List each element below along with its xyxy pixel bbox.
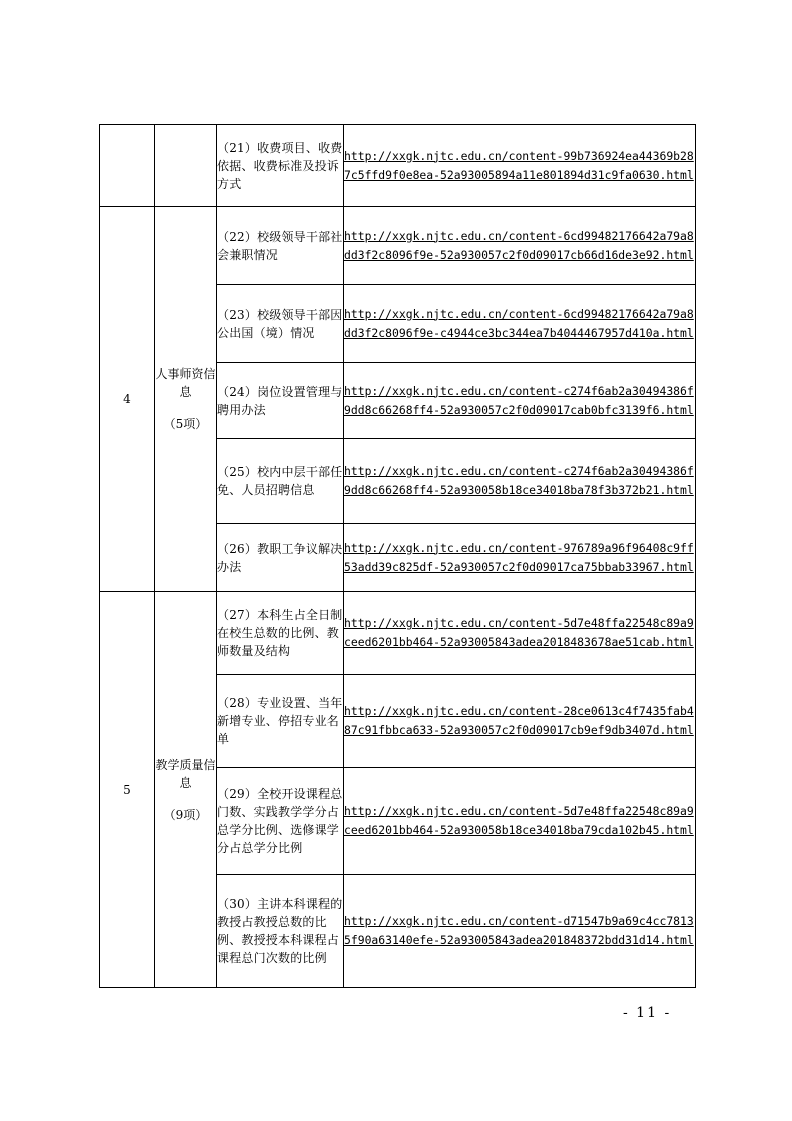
link-cell xyxy=(344,363,696,439)
item-cell: （22）校级领导干部社会兼职情况 xyxy=(217,207,344,285)
link-cell xyxy=(344,675,696,768)
index-cell-empty xyxy=(100,125,155,207)
item-cell: （26）教职工争议解决办法 xyxy=(217,524,344,592)
item-cell: （25）校内中层干部任免、人员招聘信息 xyxy=(217,439,344,524)
content-link[interactable]: http://xxgk.njtc.edu.cn/content-976789a96f96408c9ff53add39c825df-52a930057c2f0d09017ca75bbab33967.html xyxy=(344,540,694,574)
link-cell xyxy=(344,524,696,592)
content-link[interactable]: http://xxgk.njtc.edu.cn/content-5d7e48ffa22548c89a9ceed6201bb464-52a930058b18ce34018ba79cda102b45.html xyxy=(344,804,694,837)
table-row xyxy=(100,592,696,675)
category-cell-empty xyxy=(155,125,217,207)
link-cell xyxy=(344,207,696,285)
item-cell: （28）专业设置、当年新增专业、停招专业名单 xyxy=(217,675,344,768)
item-cell: （30）主讲本科课程的教授占教授总数的比例、教授授本科课程占课程总门次数的比例 xyxy=(217,875,344,988)
content-link[interactable]: http://xxgk.njtc.edu.cn/content-6cd99482176642a79a8dd3f2c8096f9e-c4944ce3bc344ea7b4044467957d410a.html xyxy=(344,306,694,340)
group-count: （5项） xyxy=(163,417,208,431)
content-link[interactable]: http://xxgk.njtc.edu.cn/content-c274f6ab2a30494386f9dd8c66268ff4-52a930058b18ce34018ba78f3b372b21.html xyxy=(344,464,694,497)
group-index: 4 xyxy=(100,207,155,592)
group-name: 教学质量信息 xyxy=(155,757,216,790)
content-link[interactable]: http://xxgk.njtc.edu.cn/content-28ce0613c4f7435fab487c91fbbca633-52a930057c2f0d09017cb9ef9db3407d.html xyxy=(344,704,694,737)
item-cell: （24）岗位设置管理与聘用办法 xyxy=(217,363,344,439)
link-cell xyxy=(344,439,696,524)
item-cell: （27）本科生占全日制在校生总数的比例、教师数量及结构 xyxy=(217,592,344,675)
item-cell: （29）全校开设课程总门数、实践教学学分占总学分比例、选修课学分占总学分比例 xyxy=(217,768,344,875)
content-link[interactable]: http://xxgk.njtc.edu.cn/content-5d7e48ffa22548c89a9ceed6201bb464-52a93005843adea2018483678ae51cab.html xyxy=(344,616,694,649)
group-index: 5 xyxy=(100,592,155,988)
content-link[interactable]: http://xxgk.njtc.edu.cn/content-99b736924ea44369b287c5ffd9f0e8ea-52a93005894a11e801894d31c9fa0630.html xyxy=(344,148,694,182)
link-cell xyxy=(344,592,696,675)
group-category xyxy=(155,207,217,592)
item-cell: （23）校级领导干部因公出国（境）情况 xyxy=(217,285,344,363)
link-cell xyxy=(344,285,696,363)
group-count: （9项） xyxy=(163,807,208,822)
group-category xyxy=(155,592,217,988)
link-cell xyxy=(344,125,696,207)
page-number: - 11 - xyxy=(623,1005,672,1021)
link-cell xyxy=(344,875,696,988)
group-name: 人事师资信息 xyxy=(155,367,216,399)
item-cell: （21）收费项目、收费依据、收费标准及投诉方式 xyxy=(217,125,344,207)
table-row xyxy=(100,207,696,285)
content-link[interactable]: http://xxgk.njtc.edu.cn/content-c274f6ab2a30494386f9dd8c66268ff4-52a930057c2f0d09017cab0bfc3139f6.html xyxy=(344,383,694,417)
content-link[interactable]: http://xxgk.njtc.edu.cn/content-d71547b9a69c4cc78135f90a63140efe-52a93005843adea201848372bdd31d14.html xyxy=(344,914,694,947)
disclosure-table xyxy=(99,124,696,988)
link-cell xyxy=(344,768,696,875)
content-link[interactable]: http://xxgk.njtc.edu.cn/content-6cd99482176642a79a8dd3f2c8096f9e-52a930057c2f0d09017cb66d16de3e92.html xyxy=(344,228,694,262)
table-row xyxy=(100,125,696,207)
